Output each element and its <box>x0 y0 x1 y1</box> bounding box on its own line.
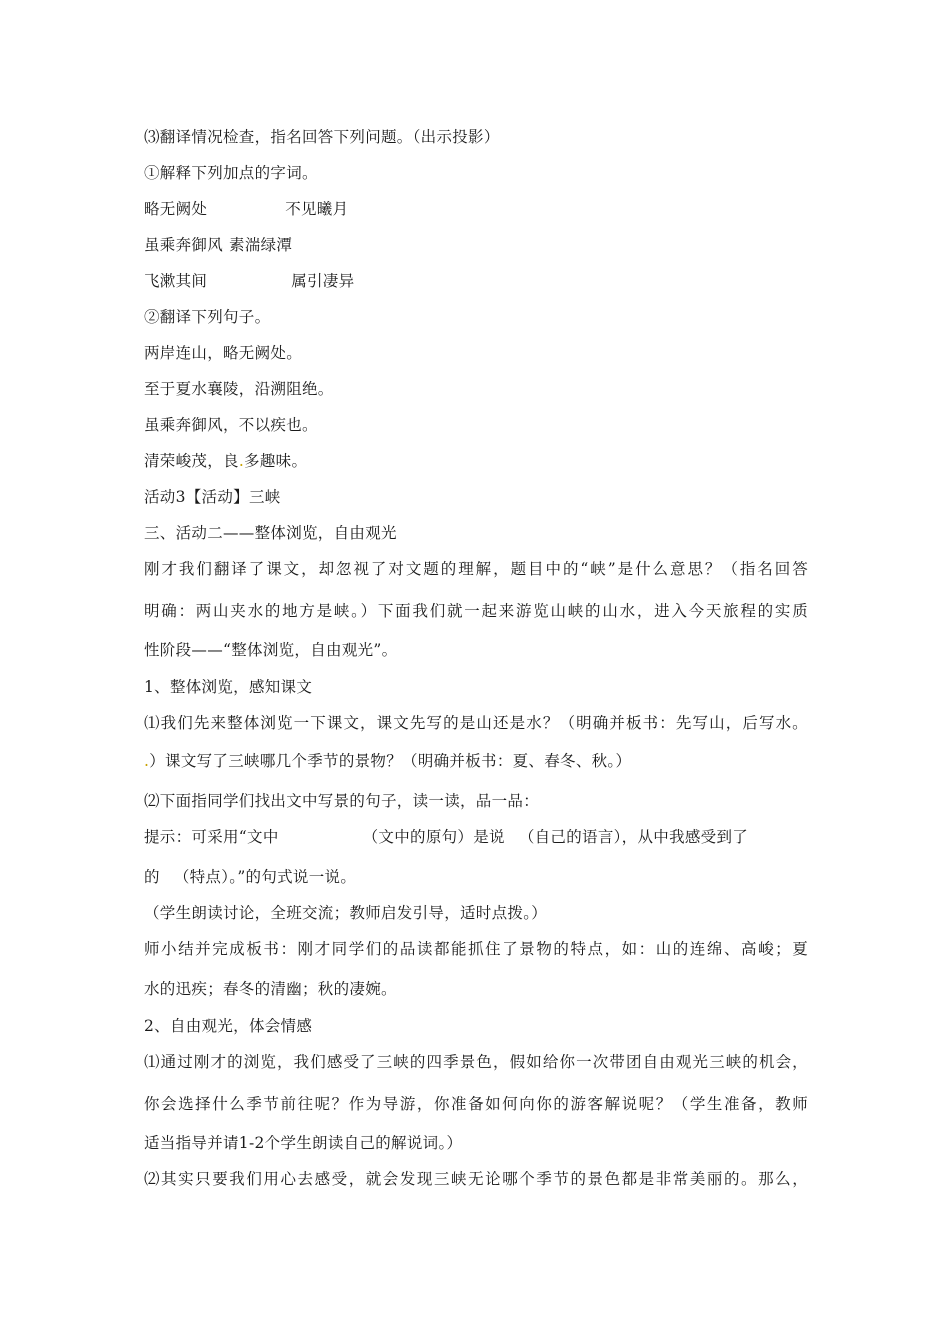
text-line: 适当指导并请1-2个学生朗读自己的解说词。） <box>144 1134 463 1152</box>
vocab-line <box>144 271 354 291</box>
vocab-item: 飞漱其间 <box>144 272 208 290</box>
text-line: 水的迅疾；春冬的清幽；秋的凄婉。 <box>144 980 397 998</box>
vocab-item: 素湍绿潭 <box>229 236 293 254</box>
text-line: 刚才我们翻译了课文，却忽视了对文题的理解，题目中的“峡”是什么意思？（指名回答 <box>144 560 808 578</box>
text-line: ⑵其实只要我们用心去感受，就会发现三峡无论哪个季节的景色都是非常美丽的。那么， <box>144 1170 808 1188</box>
vocab-item: 虽乘奔御风 <box>144 236 224 254</box>
vocab-item: 略无阙处 <box>144 200 208 218</box>
section-heading: 活动3【活动】三峡 <box>144 488 281 506</box>
text-line: 清荣峻茂，良.多趣味。 <box>144 452 308 470</box>
text-line: 你会选择什么季节前往呢？作为导游，你准备如何向你的游客解说呢？（学生准备，教师 <box>144 1095 808 1113</box>
text-line: ⑴通过刚才的浏览，我们感受了三峡的四季景色，假如给你一次带团自由观光三峡的机会， <box>144 1053 808 1071</box>
vocab-line <box>144 235 292 255</box>
text-line: ②翻译下列句子。 <box>144 308 271 326</box>
text-line: ⑶翻译情况检查，指名回答下列问题。（出示投影） <box>144 128 500 146</box>
text-line: 性阶段——“整体浏览，自由观光”。 <box>144 641 398 659</box>
vocab-item: 不见曦月 <box>285 200 349 218</box>
text-line: 师小结并完成板书：刚才同学们的品读都能抓住了景物的特点，如：山的连绵、高峻；夏 <box>144 940 808 958</box>
vocab-line <box>144 199 348 219</box>
dot-mark: . <box>238 452 245 470</box>
section-heading: 三、活动二——整体浏览，自由观光 <box>144 524 397 542</box>
text-line: .）课文写了三峡哪几个季节的景物？（明确并板书：夏、春冬、秋。） <box>144 752 632 770</box>
text-line: 明确：两山夹水的地方是峡。）下面我们就一起来游览山峡的山水，进入今天旅程的实质 <box>144 602 808 620</box>
text-line: ⑵下面指同学们找出文中写景的句子，读一读，品一品： <box>144 792 540 810</box>
vocab-item: 属引凄异 <box>291 272 355 290</box>
section-heading: 1、整体浏览，感知课文 <box>144 678 313 696</box>
text-line: ①解释下列加点的字词。 <box>144 164 318 182</box>
text-line: 两岸连山，略无阙处。 <box>144 344 303 362</box>
section-heading: 2、自由观光，体会情感 <box>144 1017 313 1035</box>
text-line: 虽乘奔御风，不以疾也。 <box>144 416 318 434</box>
dot-mark: . <box>144 752 150 770</box>
text-line: 的 （特点）。”的句式说一说。 <box>144 868 357 886</box>
text-line: 提示：可采用“文中 （文中的原句）是说 （自己的语言），从中我感受到了 <box>144 828 749 846</box>
text-line: （学生朗读讨论，全班交流；教师启发引导，适时点拨。） <box>144 904 548 922</box>
text-line: 至于夏水襄陵，沿溯阻绝。 <box>144 380 334 398</box>
text-line: ⑴我们先来整体浏览一下课文，课文先写的是山还是水？（明确并板书：先写山，后写水。 <box>144 714 808 732</box>
